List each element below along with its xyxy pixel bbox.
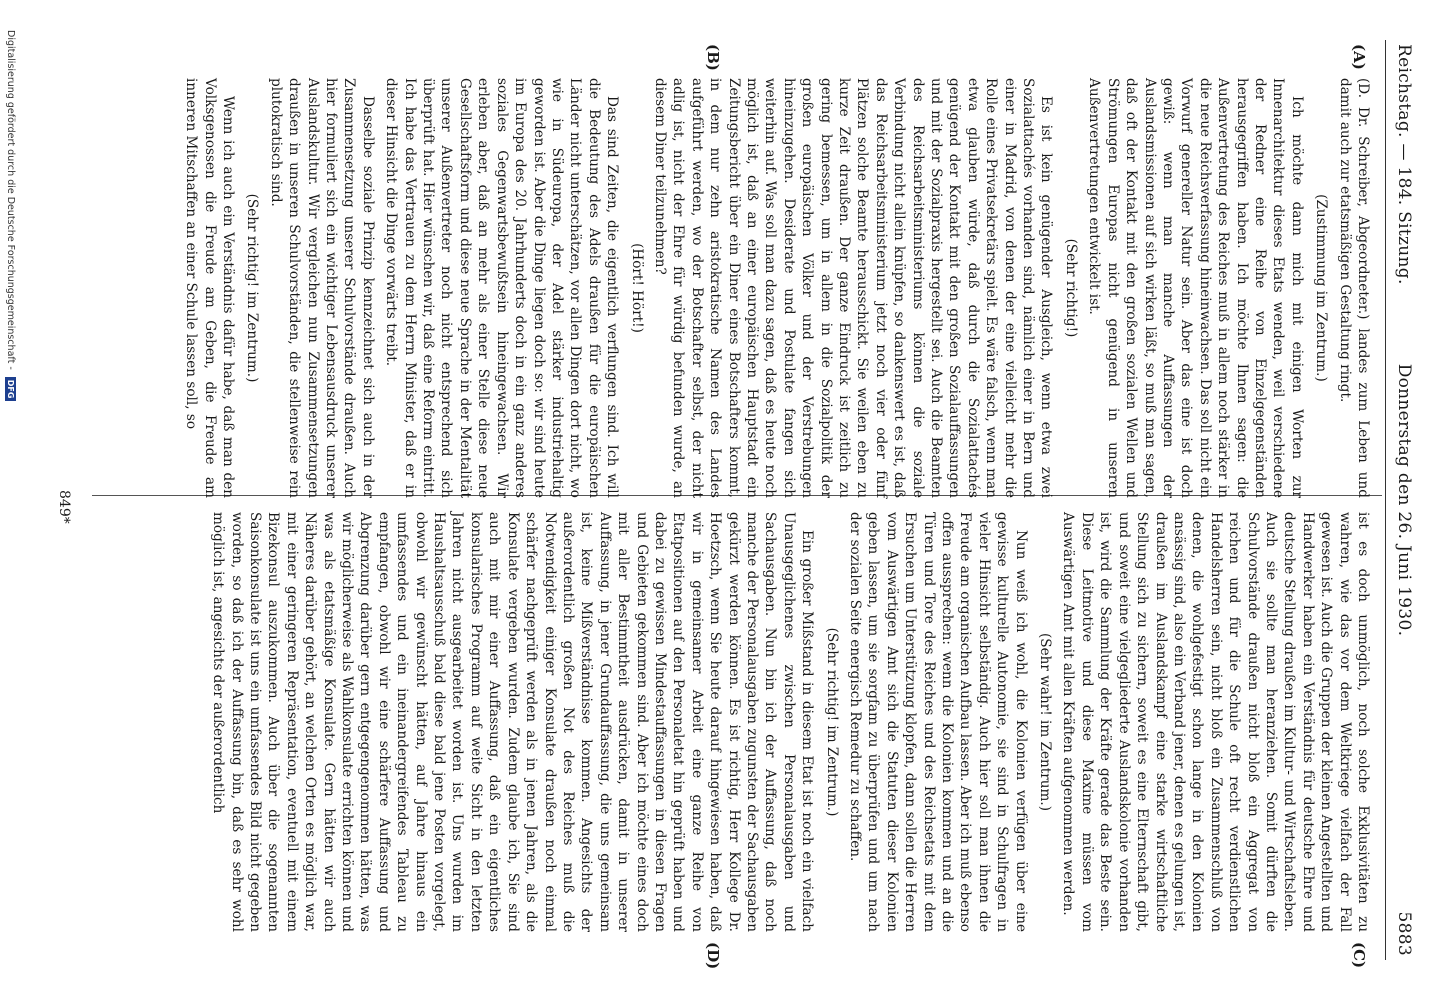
paragraph: Ein großer Mißstand in diesem Etat ist noch ein vielfach Unausgeglichenes zwischen Personalausgaben und Sachausgaben. Nun bin ich der Auffassung, daß noch manche der Personalausgaben zugunsten der Sachausgaben gekürzt werden können. Es ist richtig, Herr Kollege Dr. Hoetzsch, wenn Sie heute darauf hingewiesen haben, daß wir in gemeinsamer Arbeit eine ganze Reihe von Etatpositionen auf den Personaletat hin geprüft haben und dabei zu gewissen Mindestauffassungen in diesen Fragen und Gebieten gekommen sind. Aber ich möchte eines doch mit aller Bestimmtheit ausdrücken, damit in unserer Auffassung, in jener Grundauffassung, die uns gemeinsam ist, keine Mißverständnisse kommen. Angesichts der außerordentlich großen Not des Reiches muß die Notwendigkeit einiger Konsulate draußen noch einmal schärfer nachgeprüft werden als in jenen Jahren, als die Konsulate vergeben wurden. Zudem glaube ich, Sie sind auch mit mir einer Auffassung, daß ein eigentliches konsularisches Programm auf weite Sicht in den letzten Jahren nicht ausgearbeitet worden ist. Uns wurden im Haushaltsausschuß bald diese bald jene Posten vorgelegt, obwohl wir gewünscht hätten, auf Jahre hinaus ein umfassendes und ein ineinandergreifendes Tableau zu empfangen, obwohl wir eine schärfere Auffassung und Abgrenzung darüber gern entgegengenommen hätten, was wir möglicherweise als Wahlkonsulate errichten können und was als etatsmäßige Konsulate. Gern hätten wir auch Näheres darüber gehört, an welchen Orten es möglich war, mit einer geringeren Repräsentation, eventuell mit einem Bizekonsul auszukommen. Auch über die sogenannten Saisonkonsulate ist uns ein umfassendes Bild nicht gegeben worden, so daß ich der Auffassung bin, daß es sehr wohl möglich ist, angesichts der außerordentlich — [210, 512, 816, 932]
left-column — [177, 78, 1372, 498]
right-column — [204, 512, 1372, 932]
dfg-logo: DFG — [5, 377, 16, 402]
paragraph: Nun weiß ich wohl, die Kolonien verfügen über eine gewisse kulturelle Autonomie, sie sind in Schulfragen in vieler Hinsicht selbständig. Auch hier soll man ihnen die Freude am organischen Aufbau lassen. Aber ich muß ebenso offen aussprechen: wenn die Kolonien kommen und an die Türen und Tore des Reiches und des Reichsetats mit dem Ersuchen um Unterstützung klopfen, dann sollen die Herren vom Auswärtigen Amt sich die Statuten dieser Kolonien geben lassen, um sie sorgfam zu überprüfen und um nach der sozialen Seite energisch Remedur zu schaffen. — [847, 512, 1029, 932]
paragraph: Dasselbe soziale Prinzip kennzeichnet sich auch in der Zusammensetzung unserer Schulvorstände draußen. Auch hier formuliert sich ein wichtiger Lebensausdruck unserer Auslandskultur. Wir vergleichen nun Zusammensetzungen draußen in unseren Schulvorständen, die stellenweise rein plutokratisch sind. — [267, 78, 376, 498]
paragraph: Das sind Zeiten, die eigentlich verflungen sind. Ich will die Bedeutung des Adels draußen für die europäischen Länder nicht unterschätzen, vor allen Dingen dort nicht, wo wie in Südeuropa, der Adel stärker industriehaltig geworden ist. Aber die Dinge liegen doch so: wir sind heute im Europa des 20. Jahrhunderts doch in ein ganz anderes soziales Gegenwartsbewußtsein hineingewachsen. Wir erleben aber, daß an mehr als einer Stelle diese neue Gesellschaftsform und diese neue Sprache in der Mentalität unserer Außenvertreter noch nicht entsprechend sich überprüft hat. Hier wünschen wir, daß eine Reform eintritt. Ich habe das Vertrauen zu dem Herrn Minister, daß er in dieser Hinsicht die Dinge vorwärts treibt. — [383, 78, 621, 498]
interjection: (Sehr wahr! im Zentrum.) — [1037, 632, 1054, 812]
header-page-number: 5883 — [1394, 911, 1414, 956]
interjection: (Zustimmung im Zentrum.) — [1313, 194, 1330, 382]
interjection: (Hört! Hört!) — [628, 243, 645, 333]
margin-marker-b: (B) — [704, 44, 722, 71]
paragraph: (D. Dr. Schreiber, Abgeordneter.) landes zum Leben und damit auch zur etatsmäßigen Gestaltung ringt. — [1336, 78, 1371, 498]
digitization-credit — [5, 30, 16, 970]
header-rule — [1385, 40, 1386, 960]
margin-marker-c: (C) — [1350, 942, 1368, 969]
header-date: Donnerstag den 26. Juni 1930. — [1394, 363, 1414, 637]
header-title: Reichstag. — 184. Sitzung. — [1394, 44, 1414, 285]
margin-marker-a: (A) — [1350, 44, 1368, 70]
margin-marker-d: (D) — [704, 942, 722, 970]
page-footer-number: 849* — [56, 490, 72, 524]
interjection: (Sehr richtig!) — [1062, 238, 1079, 338]
paragraph: ist es doch unmöglich, noch solche Exklusivitäten zu wahren, wie das vor dem Weltkriege vielfach der Fall gewesen ist. Auch die Gruppen der kleinen Angestellten und Handwerker haben ein Verständnis für deutsche Ehre und deutsche Stellung draußen im Kultur- und Wirtschaftsleben. Auch sie sollte man heranziehen. Somit dürften die Schulvorstände draußen nicht bloß ein Aggregat von reichen und für die Schule oft recht verdienstlichen Handelsherren sein, nicht bloß ein Zusammenschluß von denen, die wohlgefestigt schon lange in den Kolonien ansässig sind, also ein Verband jener, denen es gelungen ist, draußen im Auslandskampf eine starke wirtschaftliche Stellung sich zu sichern, soweit es eine Elternschaft gibt, und soweit eine vielgegliederte Auslandskolonie vorhanden ist, wird die Sammlung der Kräfte gerade das Beste sein. Diese Leitmotive und diese Maxime müssen vom Auswärtigen Amt mit allen Kräften aufgenommen werden. — [1060, 512, 1371, 932]
paragraph: Es ist kein genügender Ausgleich, wenn etwa zwei Sozialattachés vorhanden sind, nämlich einer in Bern und einer in Madrid, von denen der eine vielleicht mehr die Rolle eines Privatsekretärs spielt. Es wäre falsch, wenn man etwa glauben würde, daß durch die Sozialattachés genügend der Kontakt mit den großen Sozialauffassungen und mit der Sozialpraxis hergestellt sei. Auch die Beamten des Reichsarbeitsministeriums können die soziale Verbindung nicht allein knüpfen, so dankenswert es ist, daß das Reichsarbeitsministerium jetzt noch vier oder fünf Plätzen solche Beamte herausschickt. Sie weilen eben zu kurze Zeit draußen. Der ganze Eindruck ist zeitlich zu gering bemessen, um in allem in die Sozialpolitik der großen europäischen Völker und der Verstrebungen hineinzugehen. Desiderate und Postulate fangen sich weiterhin auf. Was soll man dazu sagen, daß es heute noch möglich ist, daß an einer europäischen Hauptstadt ein Zeitungsbericht über ein Diner eines Botschafters kommt, in dem nur zehn aristokratische Namen des Landes aufgeführt werden, wo der Botschafter selbst, der nicht adlig ist, nicht der Ehre für würdig befunden wurde, an diesem Diner teilzunehmen? — [651, 78, 1055, 498]
paragraph: Wenn ich auch ein Verständnis dafür habe, daß man den Volksgenossen die Freude am Geben, die Freude am inneren Mitschaffen an einer Schule lassen soll, so — [183, 78, 237, 498]
paragraph: Ich möchte dann mich mit einigen Worten zur Innenarchitektur dieses Etats wenden, weil verschiedene der Redner eine Reihe von Einzelgegenständen herausgegriffen haben. Ich möchte Ihnen sagen: die Außenvertretung des Reiches muß in allem noch stärker in die neue Reichsverfassung hineinwachsen. Das soll nicht ein Vorwurf genereller Natur sein. Aber das eine ist doch gewiß: wenn man manche Auffassungen der Auslandsmissionen auf sich wirken läßt, so muß man sagen, daß oft der Kontakt mit den großen sozialen Wellen und Strömungen Europas nicht genügend in unseren Außenvertretungen entwickelt ist. — [1086, 78, 1305, 498]
interjection: (Sehr richtig! im Zentrum.) — [244, 193, 261, 383]
interjection: (Sehr richtig! im Zentrum.) — [823, 627, 840, 817]
credit-text: Digitalisierung gefördert durch die Deutsche Forschungsgemeinschaft - — [5, 30, 16, 370]
